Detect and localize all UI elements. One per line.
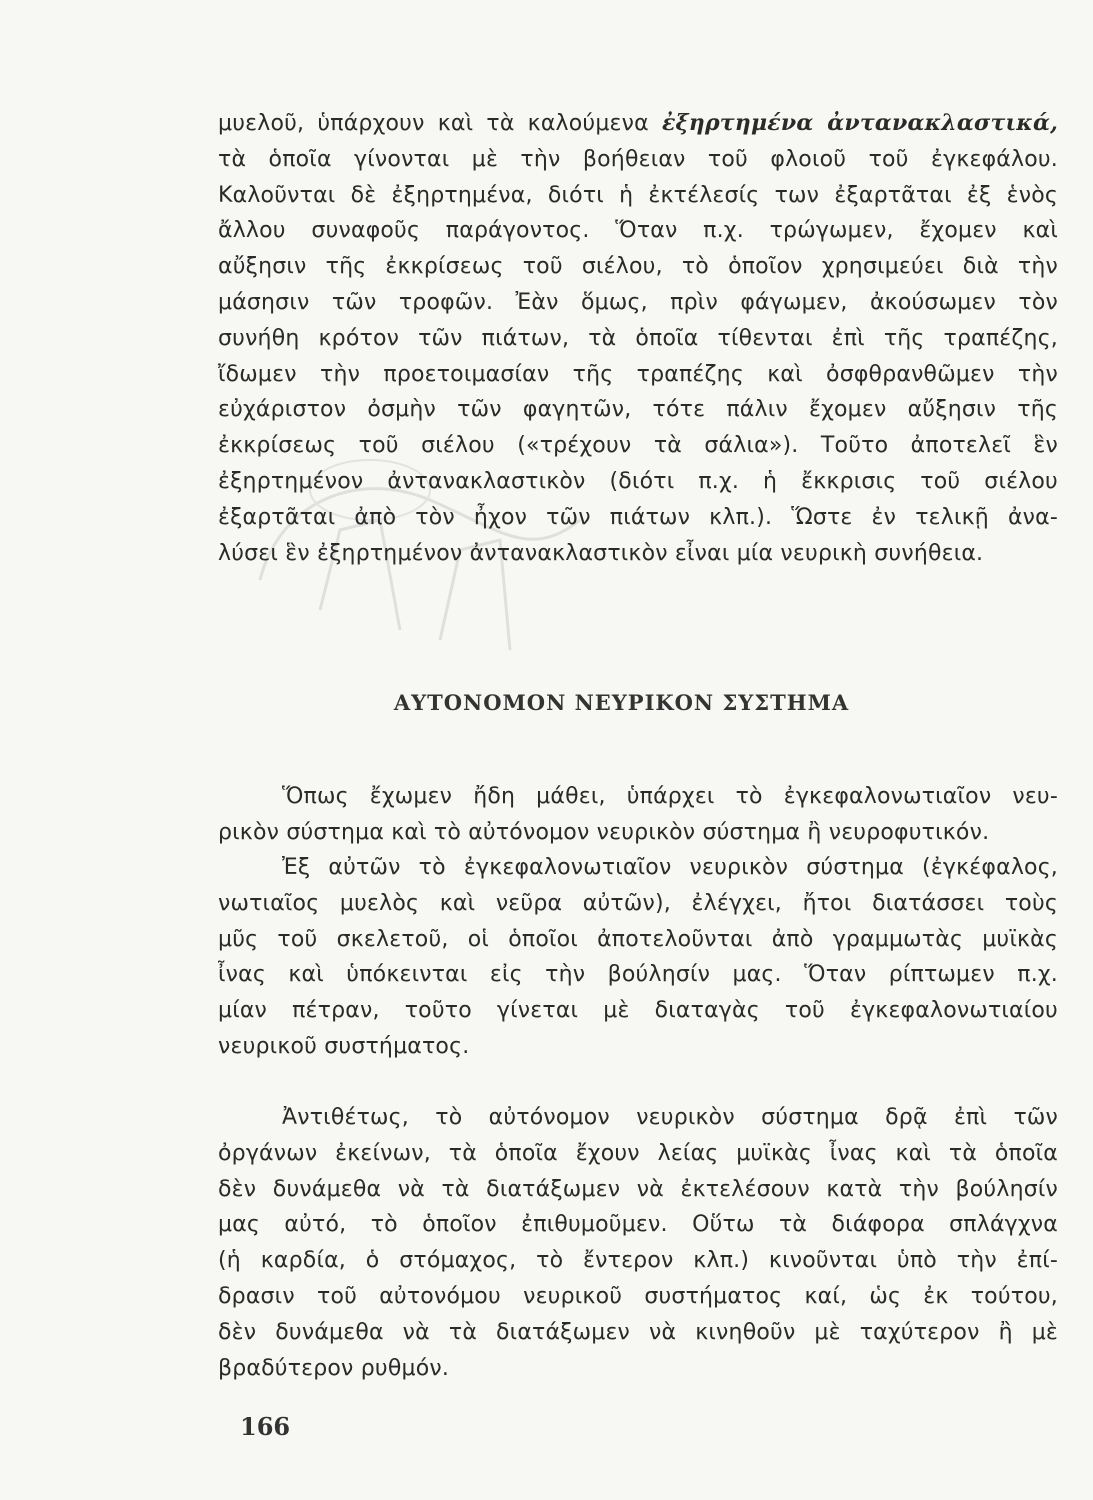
paragraph-autonomic-system <box>218 1100 1058 1386</box>
text-line: ρικὸν σύστημα καὶ τὸ αὐτόνομον νευρικὸν σύστημα ἢ νευροφυτικόν. <box>218 819 990 845</box>
text-line: βραδύτερον ρυθμόν. <box>218 1355 450 1381</box>
text-line: ἐξαρτᾶται ἀπὸ τὸν ἦχον τῶν πιάτων κλπ.). Ὥστε ἐν τελικῇ ἀνα- <box>218 504 1058 530</box>
text-line: τὰ ὁποῖα γίνονται μὲ τὴν βοήθειαν τοῦ φλοιοῦ τοῦ ἐγκεφάλου. <box>218 146 1058 172</box>
text-line: λύσει ἓν ἐξηρτημένον ἀντανακλαστικὸν εἶναι μία νευρικὴ συνήθεια. <box>218 540 984 566</box>
section-heading: ΑΥΤΟΝΟΜΟΝ ΝΕΥΡΙΚΟΝ ΣΥΣΤΗΜΑ <box>393 690 850 715</box>
text-line: ὀργάνων ἐκείνων, τὰ ὁποῖα ἔχουν λείας μυϊκὰς ἶνας καὶ τὰ ὁποῖα <box>218 1140 1058 1166</box>
text-line: Ἀντιθέτως, τὸ αὐτόνομον νευρικὸν σύστημα δρᾷ ἐπὶ τῶν <box>282 1105 1058 1130</box>
text-line: ἄλλου συναφοῦς παράγοντος. Ὅταν π.χ. τρώγωμεν, ἔχομεν καὶ <box>218 218 1058 244</box>
paragraph-cerebrospinal-system <box>218 850 1058 1065</box>
text-line: ἐκκρίσεως τοῦ σιέλου («τρέχουν τὰ σάλια»). Τοῦτο ἀποτελεῖ ἓν <box>218 433 1058 459</box>
paragraph-nervous-systems-intro <box>218 779 1058 851</box>
text-line: ἶνας καὶ ὑπόκεινται εἰς τὴν βούλησίν μας. Ὅταν ρίπτωμεν π.χ. <box>218 962 1058 988</box>
text-line: μίαν πέτραν, τοῦτο γίνεται μὲ διαταγὰς τοῦ ἐγκεφαλονωτιαίου <box>218 998 1058 1024</box>
text-line: νωτιαῖος μυελὸς καὶ νεῦρα αὐτῶν), ἐλέγχει, ἤτοι διατάσσει τοὺς <box>218 890 1058 916</box>
text-line: Ὅπως ἔχωμεν ἤδη μάθει, ὑπάρχει τὸ ἐγκεφαλονωτιαῖον νευ- <box>282 784 1058 809</box>
text-line: μῦς τοῦ σκελετοῦ, οἱ ὁποῖοι ἀποτελοῦνται ἀπὸ γραμμωτὰς μυϊκὰς <box>218 926 1058 952</box>
text-span: μυελοῦ, ὑπάρχουν καὶ τὰ καλούμενα <box>218 111 649 136</box>
text-line: συνήθη κρότον τῶν πιάτων, τὰ ὁποῖα τίθενται ἐπὶ τῆς τραπέζης, <box>218 325 1058 351</box>
text-line: νευρικοῦ συστήματος. <box>218 1033 470 1059</box>
text-line: ἴδωμεν τὴν προετοιμασίαν τῆς τραπέζης καὶ ὀσφθρανθῶμεν τὴν <box>218 361 1058 387</box>
text-line: (ἡ καρδία, ὁ στόμαχος, τὸ ἔντερον κλπ.) κινοῦνται ὑπὸ τὴν ἐπί- <box>218 1248 1058 1274</box>
text-line: Καλοῦνται δὲ ἐξηρτημένα, διότι ἡ ἐκτέλεσίς των ἐξαρτᾶται ἐξ ἑνὸς <box>218 182 1058 208</box>
text-line <box>218 106 1058 142</box>
text-line: δρασιν τοῦ αὐτονόμου νευρικοῦ συστήματος καί, ὡς ἐκ τούτου, <box>218 1283 1058 1309</box>
emphasized-term: ἐξηρτημένα ἀντανακλαστικά, <box>661 110 1058 136</box>
text-line: μάσησιν τῶν τροφῶν. Ἐὰν ὅμως, πρὶν φάγωμεν, ἀκούσωμεν τὸν <box>218 289 1058 315</box>
text-line: ἐξηρτημένον ἀντανακλαστικὸν (διότι π.χ. ἡ ἔκκρισις τοῦ σιέλου <box>218 468 1058 494</box>
text-line: Ἐξ αὐτῶν τὸ ἐγκεφαλονωτιαῖον νευρικὸν σύστημα (ἐγκέφαλος, <box>282 855 1058 880</box>
text-line: μας αὐτό, τὸ ὁποῖον ἐπιθυμοῦμεν. Οὕτω τὰ διάφορα σπλάγχνα <box>218 1212 1058 1238</box>
text-line: δὲν δυνάμεθα νὰ τὰ διατάξωμεν νὰ κινηθοῦν μὲ ταχύτερον ἢ μὲ <box>218 1319 1058 1345</box>
text-line: δὲν δυνάμεθα νὰ τὰ διατάξωμεν νὰ ἐκτελέσουν κατὰ τὴν βούλησίν <box>218 1176 1058 1202</box>
text-line: εὐχάριστον ὀσμὴν τῶν φαγητῶν, τότε πάλιν ἔχομεν αὔξησιν τῆς <box>218 397 1058 423</box>
paragraph-conditioned-reflexes <box>218 106 1058 571</box>
text-line: αὔξησιν τῆς ἐκκρίσεως τοῦ σιέλου, τὸ ὁποῖον χρησιμεύει διὰ τὴν <box>218 254 1058 280</box>
page-number: 166 <box>240 1412 291 1441</box>
